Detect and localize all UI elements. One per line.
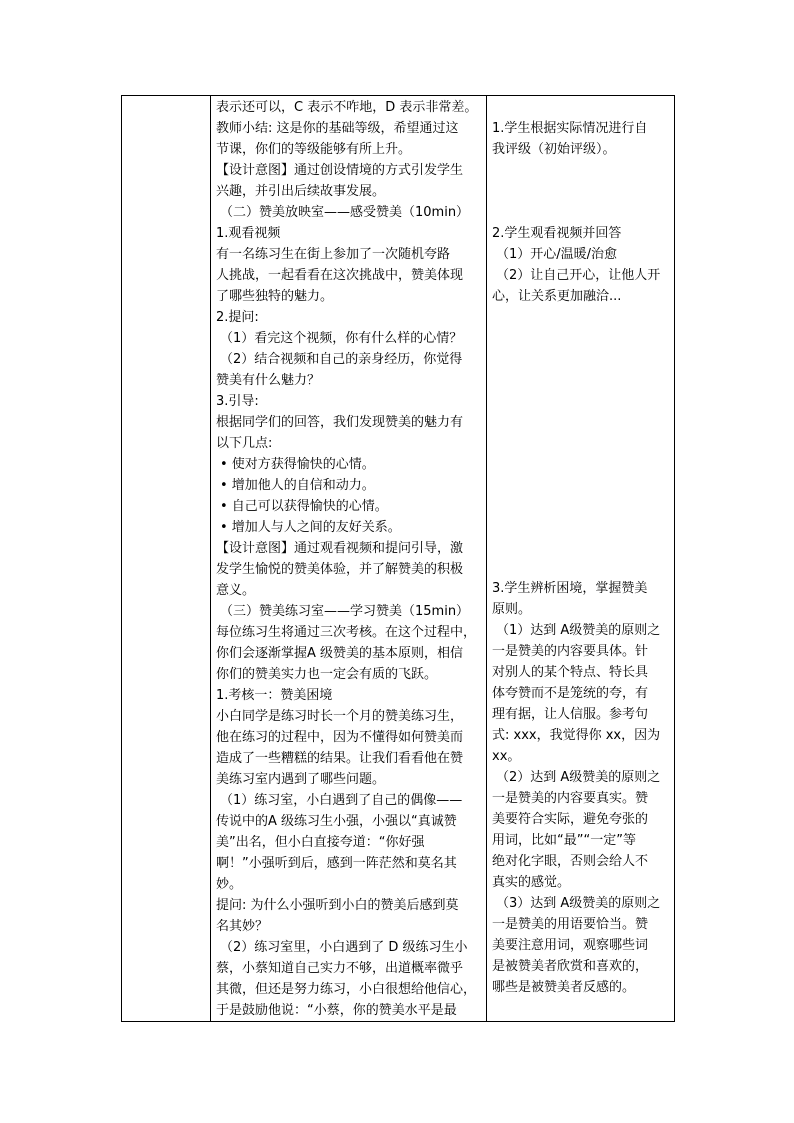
teacher-activity-line: 他在练习的过程中，因为不懂得如何赞美而 [216, 730, 464, 745]
teacher-activity-line: 有一名练习生在街上参加了一次随机夸路 [216, 247, 451, 262]
student-activity-line: 式: xxx，我觉得你 xx，因为 [492, 728, 661, 743]
teacher-activity-line: 提问: 为什么小强听到小白的赞美后感到莫 [216, 898, 459, 913]
stage-column-cell [122, 96, 211, 1022]
student-activity-block-1 [492, 118, 671, 160]
teacher-activity-line: 名其妙？ [216, 919, 269, 934]
teacher-activity-line: 1.考核一：赞美困境 [216, 688, 333, 703]
teacher-activity-line: 【设计意图】通过创设情境的方式引发学生 [216, 163, 464, 178]
student-activity-cell [487, 96, 675, 1022]
student-activity-line: 美要注意用词，观察哪些词 [492, 938, 649, 953]
teacher-activity-line: 节课，你们的等级能够有所上升。 [216, 142, 412, 157]
student-activity-block-2 [492, 223, 671, 307]
teacher-activity-line: 根据同学们的回答，我们发现赞美的魅力有 [216, 415, 464, 430]
teacher-activity-line: 兴趣，并引出后续故事发展。 [216, 184, 386, 199]
student-activity-line: （2）达到 A级赞美的原则之 [496, 770, 661, 785]
teacher-activity-line: 传说中的A 级练习生小强，小强以“真诚赞 [216, 814, 457, 829]
student-activity-line: 2.学生观看视频并回答 [492, 226, 622, 241]
teacher-activity-line: 美练习室内遇到了哪些问题。 [216, 772, 386, 787]
teacher-activity-line: 蔡，小蔡知道自己实力不够，出道概率微乎 [216, 961, 464, 976]
teacher-activity-line: （二）赞美放映室——感受赞美（10min） [220, 205, 470, 220]
teacher-activity-line: 意义。 [216, 583, 256, 598]
teacher-activity-line: • 增加他人的自信和动力。 [220, 478, 375, 493]
student-activity-line: 对别人的某个特点、特长具 [492, 665, 649, 680]
teacher-activity-text [211, 96, 486, 1021]
teacher-activity-line: 1.观看视频 [216, 226, 281, 241]
teacher-activity-line: 你们会逐渐掌握A 级赞美的基本原则，相信 [216, 646, 464, 661]
teacher-activity-line: （三）赞美练习室——学习赞美（15min） [220, 604, 470, 619]
student-activity-line: 理有据，让人信服。参考句 [492, 707, 649, 722]
student-activity-line: 心，让关系更加融洽... [492, 289, 622, 304]
teacher-activity-line: 以下几点: [216, 436, 273, 451]
student-activity-line: （3）达到 A级赞美的原则之 [496, 896, 661, 911]
teacher-activity-line: （1）看完这个视频，你有什么样的心情？ [220, 331, 463, 346]
teacher-activity-line: 了哪些独特的魅力。 [216, 289, 334, 304]
teacher-activity-line: 其微，但还是努力练习，小白很想给他信心， [216, 982, 477, 997]
student-activity-line: 一是赞美的内容要具体。针 [492, 644, 649, 659]
teacher-activity-line: 发学生愉悦的赞美体验，并了解赞美的积极 [216, 562, 464, 577]
teacher-activity-line: • 增加人与人之间的友好关系。 [220, 520, 401, 535]
student-activity-line: 3.学生辨析困境，掌握赞美 [492, 581, 648, 596]
teacher-activity-line: • 自己可以获得愉快的心情。 [220, 499, 388, 514]
teacher-activity-line: • 使对方获得愉快的心情。 [220, 457, 375, 472]
teacher-activity-line: 表示还可以，C 表示不咋地，D 表示非常差。 [216, 100, 478, 115]
lesson-plan-table [121, 95, 675, 1022]
student-activity-block-3 [492, 578, 671, 998]
student-activity-line: 体夸赞而不是笼统的夸，有 [492, 686, 649, 701]
student-activity-line: 用词，比如“最”“一定”等 [492, 833, 636, 848]
student-activity-line: 是被赞美者欣赏和喜欢的， [492, 959, 649, 974]
table-row [122, 96, 675, 1022]
student-activity-text [487, 96, 674, 998]
teacher-activity-line: 教师小结: 这是你的基础等级，希望通过这 [216, 121, 459, 136]
student-activity-line: 一是赞美的内容要真实。赞 [492, 791, 649, 806]
teacher-activity-line: 【设计意图】通过观看视频和提问引导，激 [216, 541, 464, 556]
teacher-activity-line: 赞美有什么魅力？ [216, 373, 321, 388]
teacher-activity-line: （2）练习室里，小白遇到了 D 级练习生小 [220, 940, 468, 955]
student-activity-line: 真实的感觉。 [492, 875, 571, 890]
teacher-activity-line: 3.引导: [216, 394, 259, 409]
student-activity-line: 原则。 [492, 602, 532, 617]
teacher-activity-line: 2.提问: [216, 310, 259, 325]
teacher-activity-cell [211, 96, 487, 1022]
teacher-activity-line: （1）练习室，小白遇到了自己的偶像—— [220, 793, 463, 808]
teacher-activity-line: 小白同学是练习时长一个月的赞美练习生， [216, 709, 464, 724]
student-activity-line: 我评级（初始评级）。 [492, 142, 616, 157]
student-activity-line: （1）开心/温暖/治愈 [496, 247, 618, 262]
student-activity-line: （2）让自己开心，让他人开 [496, 268, 661, 283]
student-activity-line: 绝对化字眼，否则会给人不 [492, 854, 649, 869]
teacher-activity-line: 啊！”小强听到后，感到一阵茫然和莫名其 [216, 856, 457, 871]
student-activity-line: 美要符合实际，避免夸张的 [492, 812, 649, 827]
teacher-activity-line: 人挑战，一起看看在这次挑战中，赞美体现 [216, 268, 464, 283]
teacher-activity-line: 妙。 [216, 877, 243, 892]
teacher-activity-line: （2）结合视频和自己的亲身经历，你觉得 [220, 352, 463, 367]
student-activity-line: xx。 [492, 749, 521, 764]
teacher-activity-line: 于是鼓励他说：“小蔡，你的赞美水平是最 [216, 1003, 457, 1018]
teacher-activity-line: 每位练习生将通过三次考核。在这个过程中， [216, 625, 477, 640]
student-activity-line: 1.学生根据实际情况进行自 [492, 121, 648, 136]
teacher-activity-line: 造成了一些糟糕的结果。让我们看看他在赞 [216, 751, 464, 766]
student-activity-line: （1）达到 A级赞美的原则之 [496, 623, 661, 638]
teacher-activity-line: 你们的赞美实力也一定会有质的飞跃。 [216, 667, 438, 682]
teacher-activity-line: 美”出名，但小白直接夸道：“你好强 [216, 835, 425, 850]
student-activity-line: 哪些是被赞美者反感的。 [492, 980, 636, 995]
student-activity-line: 一是赞美的用语要恰当。赞 [492, 917, 649, 932]
